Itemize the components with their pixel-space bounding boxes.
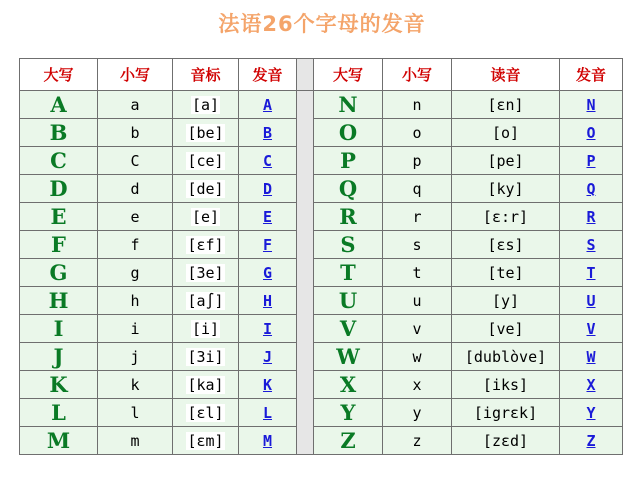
uppercase-letter: T — [314, 259, 383, 287]
phonetic-cell — [173, 287, 239, 315]
lowercase-letter: f — [98, 231, 173, 259]
phonetic-cell — [173, 315, 239, 343]
pronounce-link[interactable]: N — [586, 96, 596, 114]
uppercase-letter: L — [20, 399, 98, 427]
uppercase-letter: O — [314, 119, 383, 147]
phonetic-text: [zɛd] — [452, 427, 560, 455]
pronounce-link[interactable]: T — [586, 264, 596, 282]
pronounce-cell — [560, 147, 623, 175]
pronounce-link[interactable]: O — [586, 124, 596, 142]
phonetic-text: [ɛf] — [187, 235, 224, 254]
uppercase-letter: Y — [314, 399, 383, 427]
pronounce-cell — [239, 259, 297, 287]
uppercase-letter: F — [20, 231, 98, 259]
uppercase-letter: W — [314, 343, 383, 371]
pronounce-link[interactable]: M — [262, 432, 273, 450]
pronounce-link[interactable]: A — [262, 96, 273, 114]
pronounce-link[interactable]: X — [586, 376, 596, 394]
pronounce-link[interactable]: B — [262, 124, 273, 142]
phonetic-cell — [173, 231, 239, 259]
phonetic-cell — [173, 147, 239, 175]
pronounce-cell — [239, 287, 297, 315]
table-row — [20, 287, 623, 315]
phonetic-cell — [173, 399, 239, 427]
pronounce-cell — [560, 175, 623, 203]
pronounce-cell — [239, 119, 297, 147]
uppercase-letter: M — [20, 427, 98, 455]
phonetic-text: [i] — [191, 319, 220, 338]
lowercase-letter: v — [383, 315, 452, 343]
phonetic-text: [ɛl] — [187, 403, 224, 422]
pronounce-link[interactable]: I — [262, 320, 273, 338]
uppercase-letter: Q — [314, 175, 383, 203]
table-row — [20, 231, 623, 259]
phonetic-text: [ɛs] — [452, 231, 560, 259]
lowercase-letter: m — [98, 427, 173, 455]
phonetic-cell — [173, 259, 239, 287]
alphabet-table — [19, 58, 623, 455]
uppercase-letter: S — [314, 231, 383, 259]
header-lowercase-right: 小写 — [383, 59, 452, 91]
pronounce-link[interactable]: Y — [586, 404, 596, 422]
uppercase-letter: G — [20, 259, 98, 287]
pronounce-cell — [239, 343, 297, 371]
phonetic-text: [ve] — [452, 315, 560, 343]
table-row — [20, 399, 623, 427]
column-divider — [297, 91, 314, 455]
phonetic-text: [dublὸve] — [452, 343, 560, 371]
pronounce-link[interactable]: K — [262, 376, 273, 394]
phonetic-text: [y] — [452, 287, 560, 315]
uppercase-letter: D — [20, 175, 98, 203]
table-row — [20, 259, 623, 287]
phonetic-text: [3i] — [187, 347, 224, 366]
pronounce-link[interactable]: S — [586, 236, 596, 254]
pronounce-cell — [560, 203, 623, 231]
table-row — [20, 91, 623, 119]
pronounce-cell — [239, 203, 297, 231]
lowercase-letter: l — [98, 399, 173, 427]
pronounce-cell — [560, 231, 623, 259]
uppercase-letter: N — [314, 91, 383, 119]
lowercase-letter: i — [98, 315, 173, 343]
header-phonetic-left: 音标 — [173, 59, 239, 91]
lowercase-letter: x — [383, 371, 452, 399]
header-pronounce-left: 发音 — [239, 59, 297, 91]
phonetic-text: [a∫] — [187, 291, 224, 310]
uppercase-letter: U — [314, 287, 383, 315]
phonetic-text: [igrɛk] — [452, 399, 560, 427]
phonetic-text: [be] — [187, 123, 224, 142]
table-row — [20, 371, 623, 399]
page-title: 法语26个字母的发音 — [218, 12, 426, 36]
pronounce-link[interactable]: F — [262, 236, 273, 254]
lowercase-letter: o — [383, 119, 452, 147]
pronounce-link[interactable]: J — [262, 348, 273, 366]
phonetic-text: [e] — [191, 207, 220, 226]
pronounce-cell — [239, 91, 297, 119]
pronounce-link[interactable]: Q — [586, 180, 596, 198]
lowercase-letter: t — [383, 259, 452, 287]
lowercase-letter: k — [98, 371, 173, 399]
phonetic-cell — [173, 371, 239, 399]
pronounce-cell — [560, 343, 623, 371]
pronounce-cell — [560, 427, 623, 455]
pronounce-link[interactable]: C — [262, 152, 273, 170]
phonetic-cell — [173, 119, 239, 147]
pronounce-cell — [239, 399, 297, 427]
lowercase-letter: a — [98, 91, 173, 119]
uppercase-letter: K — [20, 371, 98, 399]
phonetic-text: [a] — [191, 95, 220, 114]
lowercase-letter: h — [98, 287, 173, 315]
uppercase-letter: Z — [314, 427, 383, 455]
pronounce-cell — [560, 91, 623, 119]
phonetic-text: [de] — [187, 179, 224, 198]
pronounce-link[interactable]: P — [586, 152, 596, 170]
pronounce-cell — [560, 259, 623, 287]
phonetic-text: [pe] — [452, 147, 560, 175]
phonetic-text: [ce] — [187, 151, 224, 170]
lowercase-letter: j — [98, 343, 173, 371]
column-divider — [297, 59, 314, 91]
pronounce-link[interactable]: V — [586, 320, 596, 338]
uppercase-letter: X — [314, 371, 383, 399]
pronounce-cell — [560, 371, 623, 399]
uppercase-letter: C — [20, 147, 98, 175]
table-row — [20, 427, 623, 455]
pronounce-cell — [560, 315, 623, 343]
phonetic-text: [3e] — [187, 263, 224, 282]
header-reading-right: 读音 — [452, 59, 560, 91]
pronounce-link[interactable]: E — [262, 208, 273, 226]
header-uppercase-right: 大写 — [314, 59, 383, 91]
uppercase-letter: J — [20, 343, 98, 371]
phonetic-text: [ka] — [187, 375, 224, 394]
phonetic-text: [iks] — [452, 371, 560, 399]
pronounce-link[interactable]: L — [262, 404, 273, 422]
header-lowercase-left: 小写 — [98, 59, 173, 91]
uppercase-letter: H — [20, 287, 98, 315]
uppercase-letter: V — [314, 315, 383, 343]
uppercase-letter: R — [314, 203, 383, 231]
pronounce-cell — [239, 147, 297, 175]
phonetic-cell — [173, 175, 239, 203]
lowercase-letter: s — [383, 231, 452, 259]
phonetic-text: [o] — [452, 119, 560, 147]
lowercase-letter: b — [98, 119, 173, 147]
uppercase-letter: A — [20, 91, 98, 119]
table-row — [20, 175, 623, 203]
lowercase-letter: g — [98, 259, 173, 287]
phonetic-text: [ɛm] — [187, 431, 224, 450]
pronounce-link[interactable]: W — [586, 348, 596, 366]
pronounce-cell — [560, 287, 623, 315]
phonetic-cell — [173, 203, 239, 231]
lowercase-letter: y — [383, 399, 452, 427]
pronounce-cell — [239, 371, 297, 399]
uppercase-letter: E — [20, 203, 98, 231]
table-row — [20, 147, 623, 175]
uppercase-letter: I — [20, 315, 98, 343]
phonetic-text: [te] — [452, 259, 560, 287]
header-row — [20, 59, 623, 91]
table-row — [20, 119, 623, 147]
phonetic-cell — [173, 343, 239, 371]
pronounce-cell — [560, 399, 623, 427]
header-uppercase-left: 大写 — [20, 59, 98, 91]
pronounce-link[interactable]: H — [262, 292, 273, 310]
uppercase-letter: P — [314, 147, 383, 175]
pronounce-cell — [239, 315, 297, 343]
pronounce-cell — [239, 427, 297, 455]
lowercase-letter: C — [98, 147, 173, 175]
lowercase-letter: u — [383, 287, 452, 315]
lowercase-letter: n — [383, 91, 452, 119]
pronounce-link[interactable]: U — [586, 292, 596, 310]
lowercase-letter: e — [98, 203, 173, 231]
lowercase-letter: p — [383, 147, 452, 175]
pronounce-link[interactable]: G — [262, 264, 273, 282]
pronounce-link[interactable]: Z — [586, 432, 596, 450]
phonetic-text: [ky] — [452, 175, 560, 203]
table-row — [20, 315, 623, 343]
phonetic-text: [ɛn] — [452, 91, 560, 119]
pronounce-link[interactable]: D — [262, 180, 273, 198]
lowercase-letter: z — [383, 427, 452, 455]
phonetic-cell — [173, 427, 239, 455]
header-pronounce-right: 发音 — [560, 59, 623, 91]
uppercase-letter: B — [20, 119, 98, 147]
lowercase-letter: q — [383, 175, 452, 203]
pronounce-link[interactable]: R — [586, 208, 596, 226]
phonetic-cell — [173, 91, 239, 119]
table-row — [20, 343, 623, 371]
lowercase-letter: r — [383, 203, 452, 231]
pronounce-cell — [560, 119, 623, 147]
pronounce-cell — [239, 231, 297, 259]
lowercase-letter: w — [383, 343, 452, 371]
table-row — [20, 203, 623, 231]
phonetic-text: [ɛ:r] — [452, 203, 560, 231]
lowercase-letter: d — [98, 175, 173, 203]
pronounce-cell — [239, 175, 297, 203]
